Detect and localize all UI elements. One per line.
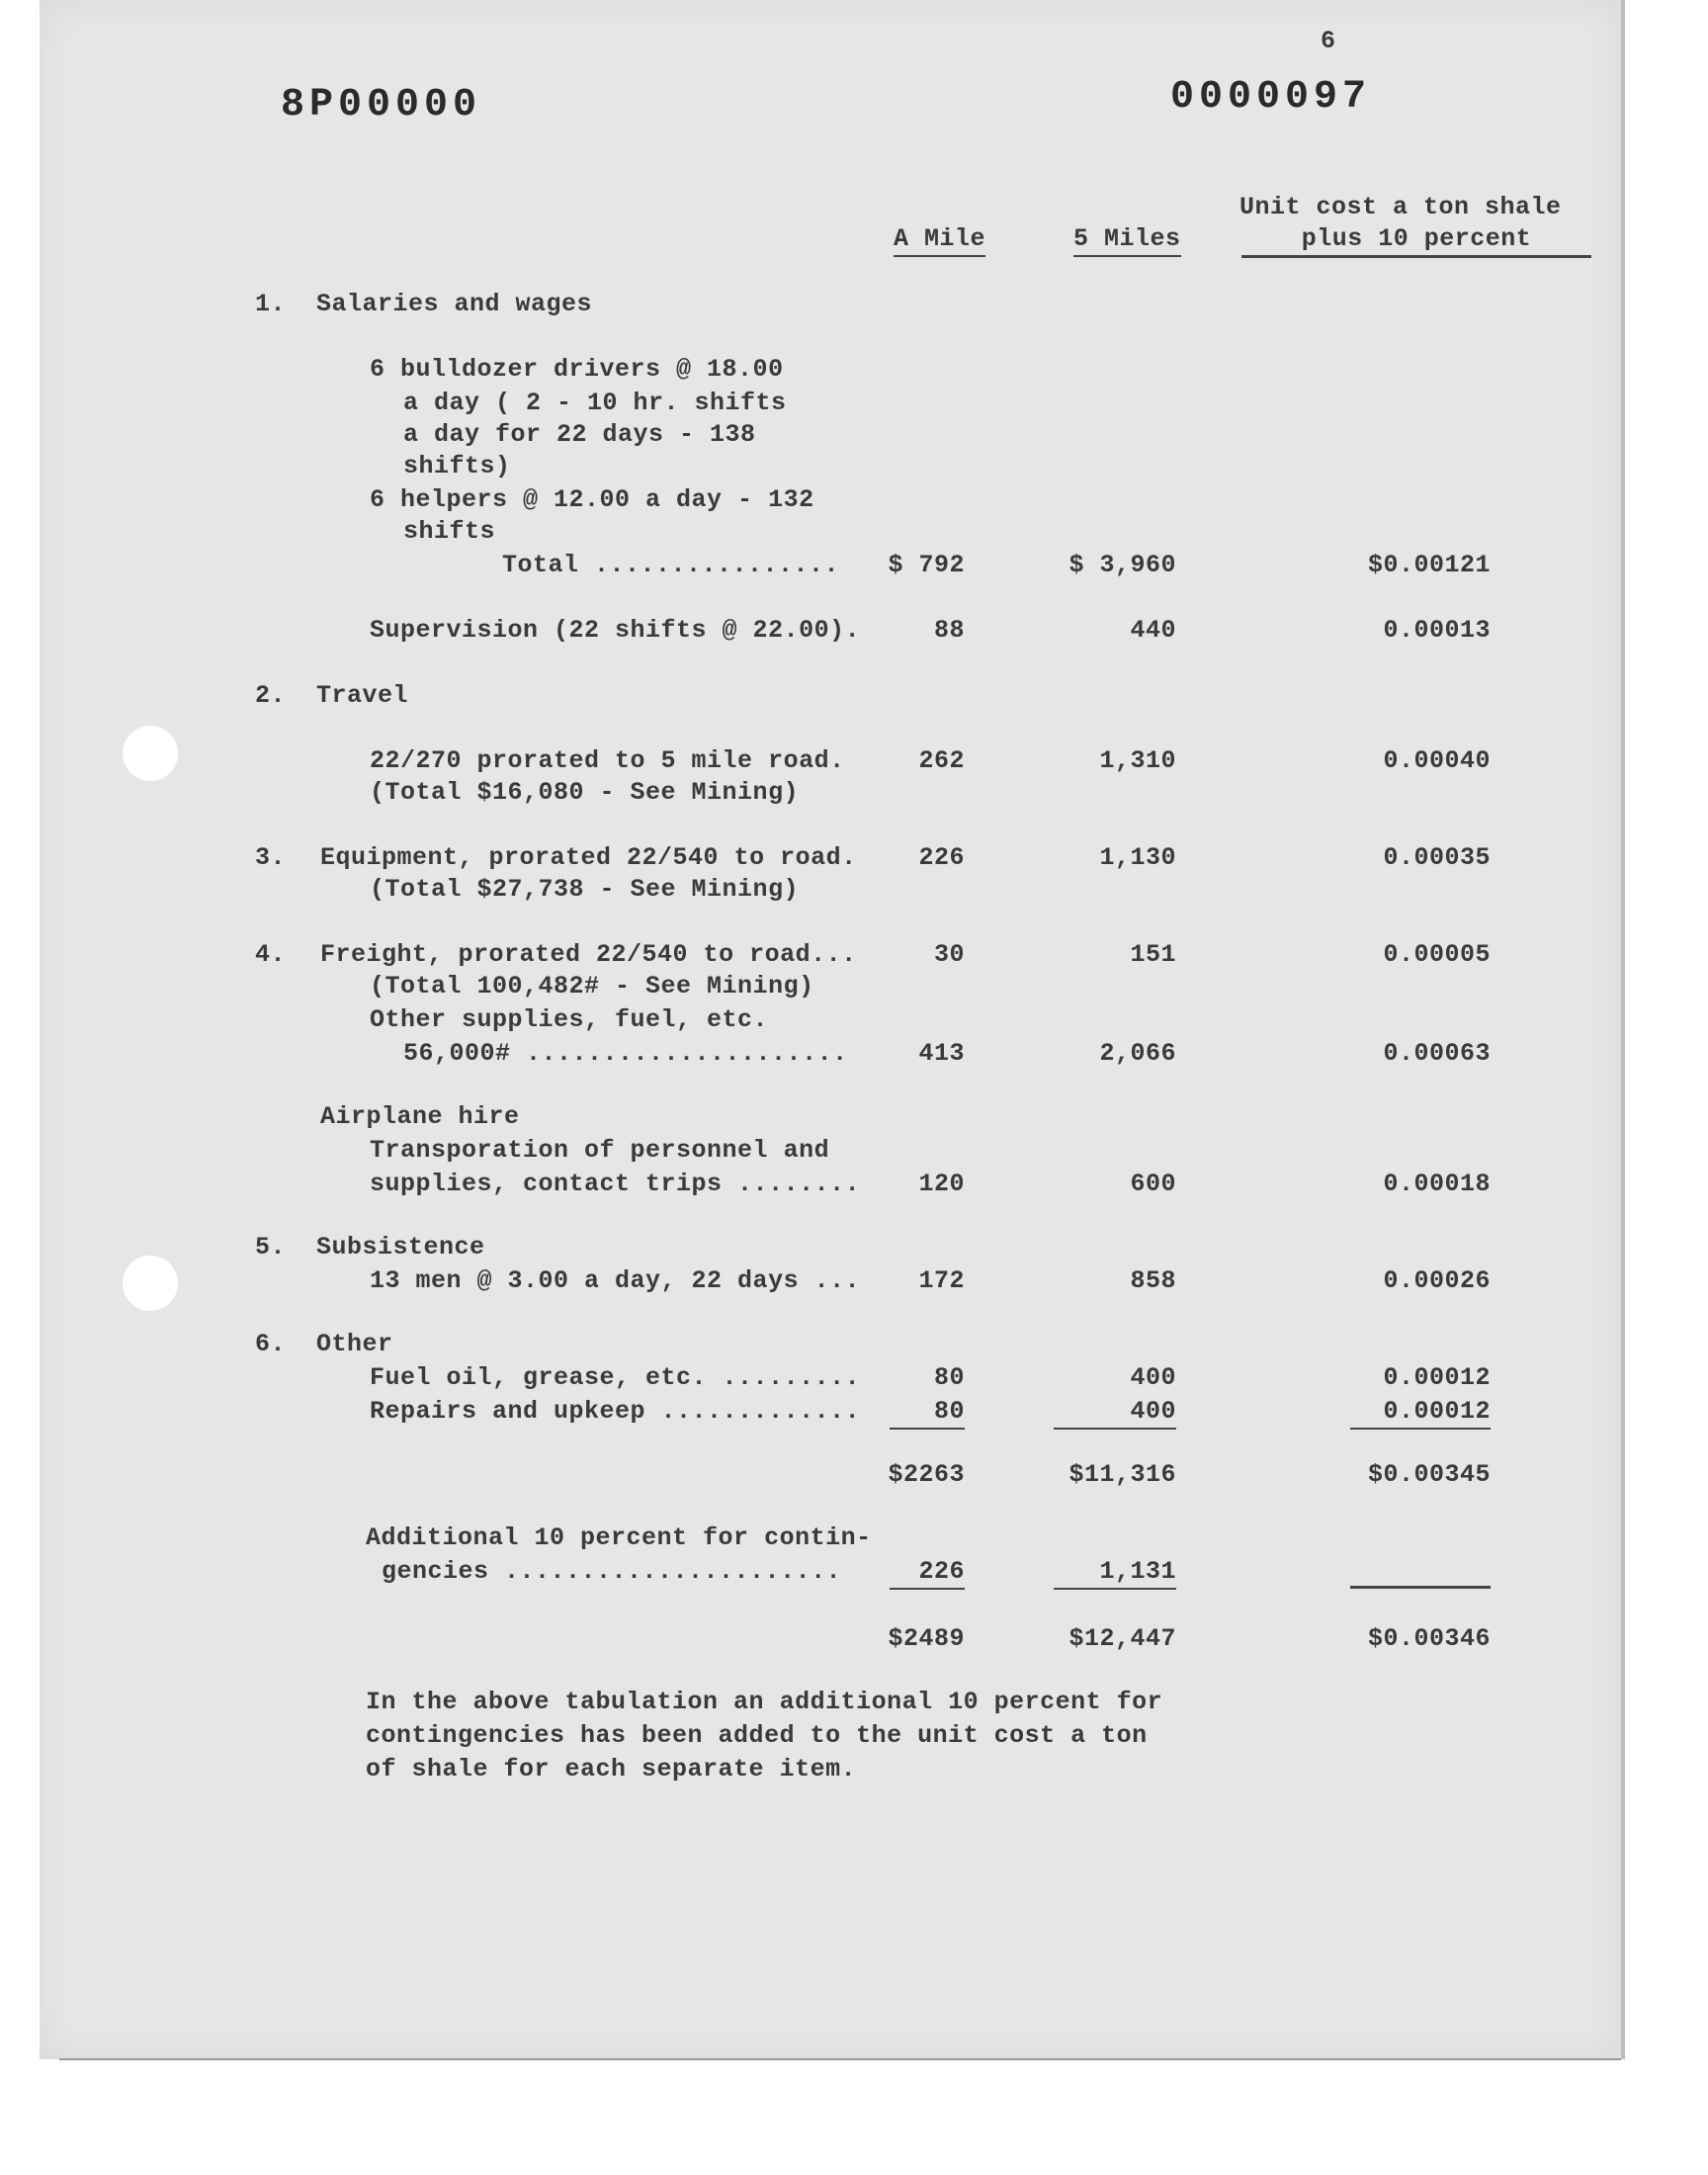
section-equipment-number: 3. — [255, 843, 287, 872]
section-freight-number: 4. — [255, 940, 287, 969]
line-contact-trips: supplies, contact trips ........ — [370, 1170, 861, 1198]
section-subsistence: 5. Subsistence — [255, 1233, 485, 1262]
value-5-miles-airplane: 600 — [1130, 1170, 1176, 1198]
punch-hole-bottom — [123, 1256, 178, 1311]
value-5-miles-contingency: 1,131 — [1054, 1556, 1176, 1590]
value-a-mile-fuel: 80 — [933, 1363, 965, 1392]
value-unit-cost-supervision: 0.00013 — [1383, 616, 1491, 645]
value-5-miles-freight: 151 — [1130, 940, 1176, 969]
header-unit-cost-line2: plus 10 percent — [1241, 223, 1591, 258]
value-5-miles-repairs: 400 — [1054, 1396, 1176, 1430]
value-a-mile-travel: 262 — [918, 746, 965, 775]
line-contingency: Additional 10 percent for contin- — [366, 1523, 872, 1552]
line-shifts-close: shifts) — [403, 452, 511, 480]
value-5-miles-subsistence: 858 — [1130, 1266, 1176, 1295]
line-contingency-cont: gencies ...................... — [382, 1557, 842, 1586]
value-unit-cost-freight: 0.00005 — [1383, 940, 1491, 969]
line-supplies-weight: 56,000# ..................... — [403, 1039, 848, 1068]
line-shifts: shifts — [403, 517, 496, 546]
value-a-mile-supervision: 88 — [933, 616, 965, 645]
line-repairs: Repairs and upkeep ............. — [370, 1397, 861, 1426]
value-5-miles-travel: 1,310 — [1099, 746, 1176, 775]
section-salaries: 1. Salaries and wages — [255, 290, 593, 318]
header-unit-cost-line1: Unit cost a ton shale — [1239, 193, 1562, 221]
line-travel-total: (Total $16,080 - See Mining) — [370, 778, 800, 807]
note-line-2: contingencies has been added to the unit cost a ton — [366, 1721, 1148, 1750]
punch-hole-top — [123, 726, 178, 781]
line-shifts-a-day: a day ( 2 - 10 hr. shifts — [403, 389, 787, 417]
line-supervision: Supervision (22 shifts @ 22.00). — [370, 616, 861, 645]
value-5-miles-total: $ 3,960 — [1068, 551, 1176, 579]
line-freight: Freight, prorated 22/540 to road... — [320, 940, 857, 969]
value-unit-cost-subtotal: $0.00345 — [1367, 1460, 1491, 1489]
line-travel-prorated: 22/270 prorated to 5 mile road. — [370, 746, 845, 775]
note-line-1: In the above tabulation an additional 10 percent for — [366, 1688, 1163, 1716]
page-number: 6 — [1321, 27, 1336, 55]
value-unit-cost-supplies: 0.00063 — [1383, 1039, 1491, 1068]
value-5-miles-equipment: 1,130 — [1099, 843, 1176, 872]
value-unit-cost-grand-total: $0.00346 — [1367, 1624, 1491, 1653]
value-a-mile-subsistence: 172 — [918, 1266, 965, 1295]
value-5-miles-supplies: 2,066 — [1099, 1039, 1176, 1068]
value-a-mile-repairs: 80 — [890, 1396, 965, 1430]
value-unit-cost-repairs: 0.00012 — [1350, 1396, 1491, 1430]
value-unit-cost-equipment: 0.00035 — [1383, 843, 1491, 872]
value-a-mile-subtotal: $2263 — [888, 1460, 965, 1489]
line-22-days: a day for 22 days - 138 — [403, 420, 756, 449]
value-5-miles-subtotal: $11,316 — [1068, 1460, 1176, 1489]
page-edge — [1621, 0, 1625, 2059]
line-subsistence-men: 13 men @ 3.00 a day, 22 days ... — [370, 1266, 861, 1295]
line-equipment: Equipment, prorated 22/540 to road. — [320, 843, 857, 872]
value-a-mile-freight: 30 — [933, 940, 965, 969]
value-5-miles-fuel: 400 — [1130, 1363, 1176, 1392]
value-a-mile-airplane: 120 — [918, 1170, 965, 1198]
line-equipment-total: (Total $27,738 - See Mining) — [370, 875, 800, 904]
value-a-mile-equipment: 226 — [918, 843, 965, 872]
value-unit-cost-fuel: 0.00012 — [1383, 1363, 1491, 1392]
value-a-mile-supplies: 413 — [918, 1039, 965, 1068]
line-helpers: 6 helpers @ 12.00 a day - 132 — [370, 485, 814, 514]
note-line-3: of shale for each separate item. — [366, 1755, 857, 1784]
value-unit-cost-travel: 0.00040 — [1383, 746, 1491, 775]
value-5-miles-grand-total: $12,447 — [1068, 1624, 1176, 1653]
header-a-mile: A Mile — [894, 223, 985, 257]
value-a-mile-grand-total: $2489 — [888, 1624, 965, 1653]
line-airplane-hire: Airplane hire — [320, 1102, 520, 1131]
header-5-miles: 5 Miles — [1073, 223, 1181, 257]
value-unit-cost-airplane: 0.00018 — [1383, 1170, 1491, 1198]
line-transportation: Transporation of personnel and — [370, 1136, 830, 1165]
line-freight-total: (Total 100,482# - See Mining) — [370, 972, 814, 1000]
section-travel: 2. Travel — [255, 681, 409, 710]
value-5-miles-supervision: 440 — [1130, 616, 1176, 645]
line-total-label: Total ................ — [502, 551, 840, 579]
unit-cost-contingency-rule — [1350, 1586, 1491, 1589]
line-other-supplies: Other supplies, fuel, etc. — [370, 1005, 769, 1034]
line-fuel-oil: Fuel oil, grease, etc. ......... — [370, 1363, 861, 1392]
value-a-mile-contingency: 226 — [890, 1556, 965, 1590]
value-a-mile-total: $ 792 — [888, 551, 965, 579]
value-unit-cost-subsistence: 0.00026 — [1383, 1266, 1491, 1295]
page-bottom-edge — [59, 2058, 1621, 2060]
line-bulldozer-drivers: 6 bulldozer drivers @ 18.00 — [370, 355, 784, 384]
value-unit-cost-total: $0.00121 — [1367, 551, 1491, 579]
document-id-right: 0000097 — [1170, 75, 1372, 120]
section-other: 6. Other — [255, 1330, 393, 1358]
document-id-left: 8P00000 — [281, 83, 482, 128]
